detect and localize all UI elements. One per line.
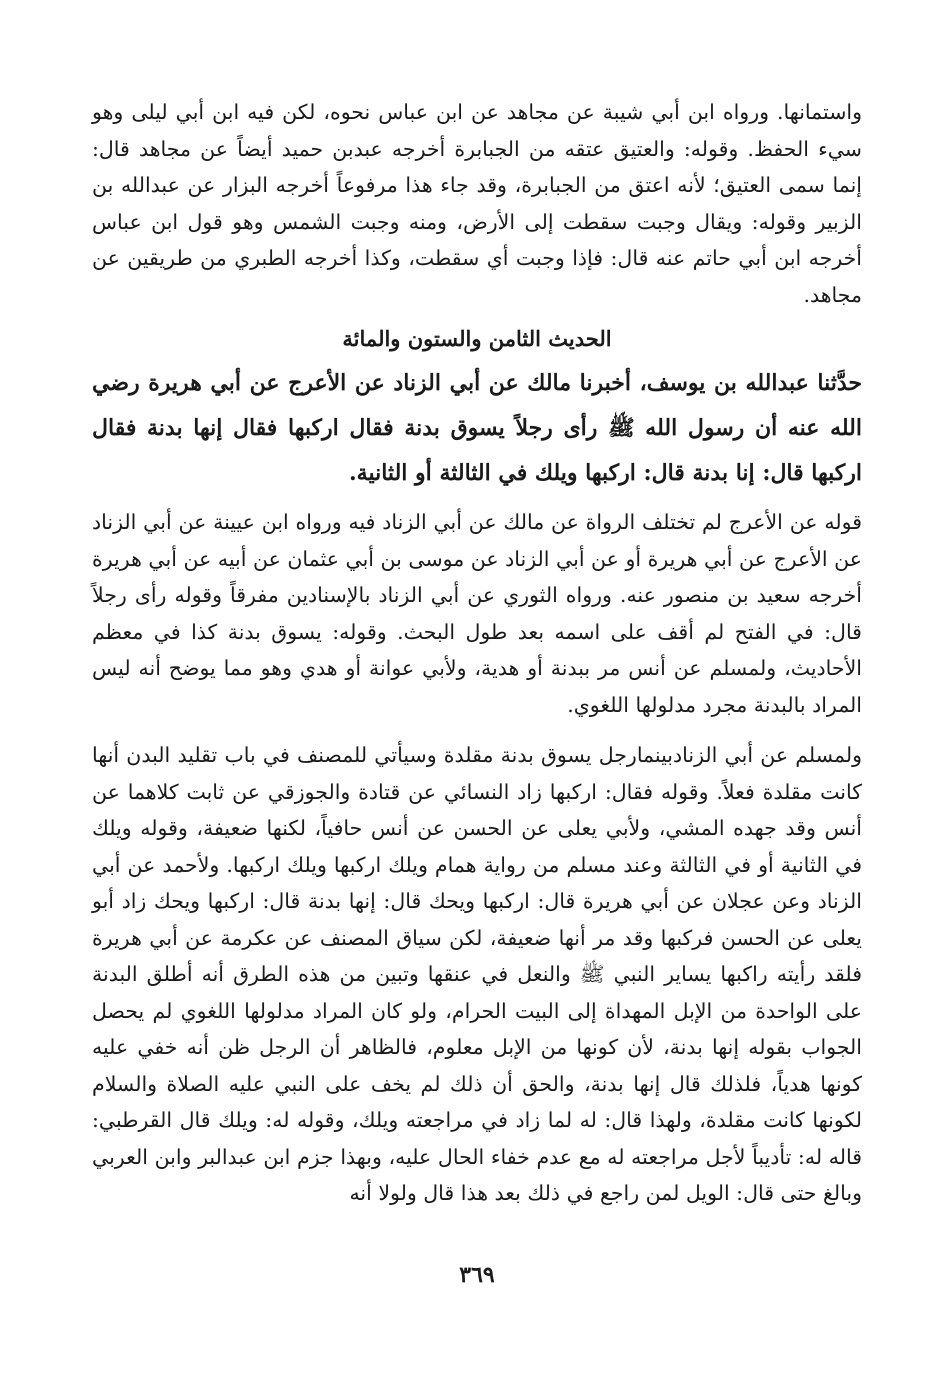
commentary-paragraph-2: قوله عن الأعرج لم تختلف الرواة عن مالك عن أبي الزناد فيه ورواه ابن عيينة عن أبي الزناد عن الأعرج عن أبي هريرة أو عن أبي الزناد عن موسى بن أبي عثمان عن أبيه عن أبي هريرة أخرجه سعيد بن منصور عنه. ورواه الثوري عن أبي الزناد بالإسنادين مفرقاً وقوله رأى رجلاً قال: في الفتح لم أقف على اسمه بعد طول البحث. وقوله: يسوق بدنة كذا في معظم الأحاديث، ولمسلم عن أنس مر ببدنة أو هدية، ولأبي عوانة أو هدي وهو مما يوضح أنه ليس المراد بالبدنة مجرد مدلولها اللغوي. — [92, 510, 862, 717]
commentary-paragraph-1: واستمانها. ورواه ابن أبي شيبة عن مجاهد عن ابن عباس نحوه، لكن فيه ابن أبي ليلى وهو سيء الحفظ. وقوله: والعتيق عتقه من الجبابرة أخرجه عبدبن حميد أيضاً عن مجاهد قال: إنما سمى العتيق؛ لأنه اعتق من الجبابرة، وقد جاء هذا مرفوعاً أخرجه البزار عن عبدالله بن الزبير وقوله: ويقال وجبت سقطت إلى الأرض، ومنه وجبت الشمس وهو قول ابن عباس أخرجه ابن أبي حاتم عنه قال: فإذا وجبت أي سقطت، وكذا أخرجه الطبري من طريقين عن مجاهد. — [92, 100, 862, 307]
hadith-heading: الحديث الثامن والستون والمائة — [342, 326, 612, 351]
commentary-paragraph-3: ولمسلم عن أبي الزنادبينمارجل يسوق بدنة مقلدة وسيأتي للمصنف في باب تقليد البدن أنها كانت مقلدة فعلاً. وقوله فقال: اركبها زاد النسائي عن قتادة والجوزقي عن ثابت كلاهما عن أنس وقد جهده المشي، ولأبي يعلى عن الحسن عن أنس حافياً، لكنها ضعيفة، وقوله ويلك في الثانية أو في الثالثة وعند مسلم من رواية همام ويلك اركبها ويلك اركبها. ولأحمد عن أبي الزناد وعن عجلان عن أبي هريرة قال: اركبها ويحك قال: إنها بدنة قال: اركبها ويحك زاد أبو يعلى عن الحسن فركبها وقد مر أنها ضعيفة، لكن سياق المصنف عن عكرمة عن أبي هريرة فلقد رأيته راكبها يساير النبي ﷺ والنعل في عنقها وتبين من هذه الطرق أنه أطلق البدنة على الواحدة من الإبل المهداة إلى البيت الحرام، ولو كان المراد مدلولها اللغوي لم يحصل الجواب بقوله إنها بدنة، لأن كونها من الإبل معلوم، فالظاهر أن الرجل ظن أنه خفي عليه كونها هدياً، فلذلك قال إنها بدنة، والحق أن ذلك لم يخف على النبي عليه الصلاة والسلام لكونها كانت مقلدة، ولهذا قال: له لما زاد في مراجعته ويلك، وقوله له: ويلك قال القرطبي: قاله له: تأديباً لأجل مراجعته له مع عدم خفاء الحال عليه، وبهذا جزم ابن عبدالبر وابن العربي وبالغ حتى قال: الويل لمن راجع في ذلك بعد هذا قال ولولا أنه — [92, 743, 862, 1205]
hadith-text: حدَّثنا عبدالله بن يوسف، أخبرنا مالك عن أبي الزناد عن الأعرج عن أبي هريرة رضي الله عنه أن رسول الله ﷺ رأى رجلاً يسوق بدنة فقال اركبها فقال إنها بدنة فقال اركبها قال: إنا بدنة قال: اركبها ويلك في الثالثة أو الثانية. — [92, 370, 862, 486]
page-number: ٣٦٩ — [459, 1262, 495, 1288]
book-page — [92, 94, 862, 1324]
